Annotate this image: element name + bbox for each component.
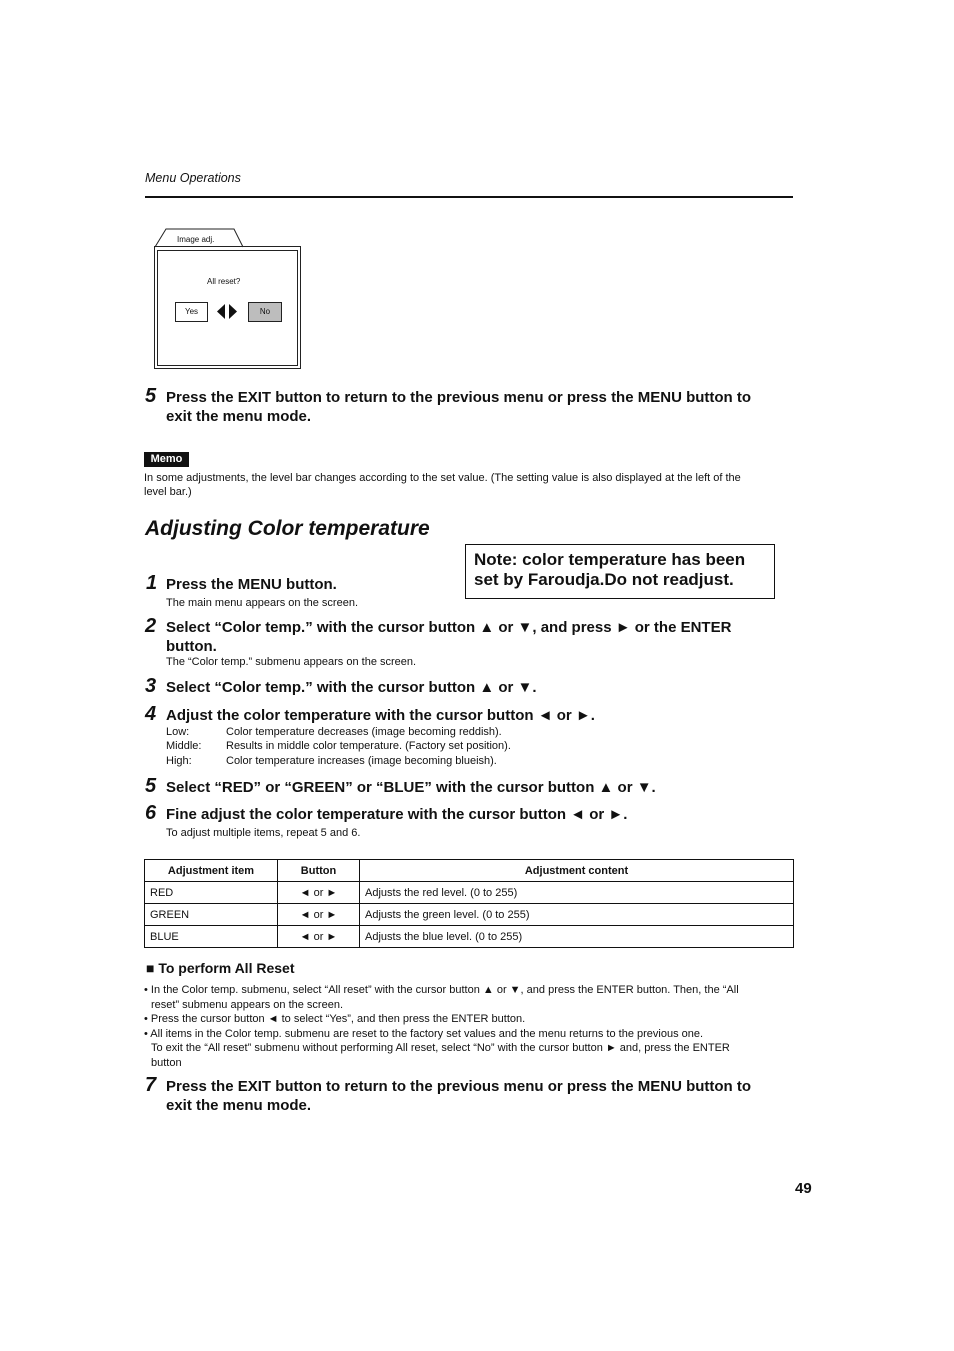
table-cell: Adjusts the red level. (0 to 255): [360, 882, 794, 904]
instruction-line: reset” submenu appears on the screen.: [151, 998, 344, 1011]
step-note: The “Color temp.” submenu appears on the screen.: [166, 656, 417, 668]
step-text: Select “Color temp.” with the cursor button ▲ or ▼.: [166, 679, 537, 696]
section-title: Adjusting Color temperature: [145, 517, 430, 540]
step-number: 6: [145, 802, 157, 824]
instruction-line: • Press the cursor button ◄ to select “Yes”, and then press the ENTER button.: [144, 1013, 526, 1025]
step-text: Press the MENU button.: [166, 576, 337, 593]
page-number: 49: [795, 1180, 812, 1197]
memo-line: level bar.): [144, 486, 192, 498]
table-cell: ◄ or ►: [278, 882, 360, 904]
table-header-row: [145, 860, 794, 882]
instruction-line: • In the Color temp. submenu, select “All reset” with the cursor button ▲ or ▼, and press the ENTER button. Then, the “All: [144, 984, 739, 996]
step-text: Fine adjust the color temperature with the cursor button ◄ or ►.: [166, 806, 628, 823]
yes-button[interactable]: Yes: [175, 302, 208, 322]
level-label: High:: [166, 755, 192, 767]
memo-badge: Memo: [144, 452, 189, 467]
note-line: Note: color temperature has been: [474, 550, 746, 569]
table-cell: RED: [145, 882, 278, 904]
table-cell: GREEN: [145, 904, 278, 926]
memo-line: In some adjustments, the level bar changes according to the set value. (The setting value is also displayed at the left of the: [144, 472, 741, 484]
table-row: [145, 904, 794, 926]
level-label: Low:: [166, 726, 190, 738]
instruction-line: • All items in the Color temp. submenu are reset to the factory set values and the menu returns to the previous one.: [144, 1027, 704, 1040]
instruction-line: To exit the “All reset” submenu without performing All reset, select “No” with the cursor button ► and, press the ENTER: [151, 1042, 730, 1054]
step-text: Press the EXIT button to return to the previous menu or press the MENU button to: [166, 1078, 752, 1095]
note-box: [465, 544, 775, 599]
step-text: exit the menu mode.: [166, 1097, 312, 1114]
all-reset-heading: ■ To perform All Reset: [146, 960, 295, 976]
no-button[interactable]: No: [248, 302, 282, 322]
instruction-line: button: [151, 1056, 182, 1069]
column-header: Adjustment content: [360, 860, 794, 882]
step-text: Select “Color temp.” with the cursor button ▲ or ▼, and press ► or the ENTER: [166, 619, 732, 636]
column-header: Adjustment item: [145, 860, 278, 882]
step-number: 7: [145, 1074, 157, 1096]
step-number: 5: [145, 385, 157, 407]
step-text: button.: [166, 638, 217, 655]
page-header: Menu Operations: [145, 171, 241, 185]
note-line: set by Faroudja.Do not readjust.: [474, 570, 734, 589]
step-number: 5: [145, 775, 157, 797]
level-description: Color temperature decreases (image becoming reddish).: [226, 726, 502, 738]
left-right-arrows-icon: [216, 303, 238, 320]
dialog-question: All reset?: [207, 277, 241, 286]
step-text: Select “RED” or “GREEN” or “BLUE” with the cursor button ▲ or ▼.: [166, 779, 656, 796]
step-text: exit the menu mode.: [166, 408, 312, 425]
dialog-tab-label: Image adj.: [177, 235, 215, 244]
step-number: 4: [145, 703, 157, 725]
step-note: To adjust multiple items, repeat 5 and 6.: [166, 827, 361, 839]
table-cell: BLUE: [145, 926, 278, 948]
table-row: [145, 926, 794, 948]
header-divider: [145, 196, 793, 198]
step-number: 1: [146, 572, 158, 594]
adjustment-table: [144, 859, 794, 948]
memo-text: [144, 471, 794, 499]
table-cell: Adjusts the blue level. (0 to 255): [360, 926, 794, 948]
table-cell: ◄ or ►: [278, 926, 360, 948]
table-row: [145, 882, 794, 904]
step-note: The main menu appears on the screen.: [166, 597, 359, 609]
step-number: 3: [145, 675, 157, 697]
step-text: Adjust the color temperature with the cursor button ◄ or ►.: [166, 707, 595, 724]
level-description: Results in middle color temperature. (Factory set position).: [226, 740, 511, 752]
level-label: Middle:: [166, 740, 202, 752]
step-number: 2: [145, 615, 157, 637]
table-cell: Adjusts the green level. (0 to 255): [360, 904, 794, 926]
all-reset-instructions: [144, 983, 794, 1070]
table-cell: ◄ or ►: [278, 904, 360, 926]
column-header: Button: [278, 860, 360, 882]
level-description: Color temperature increases (image becoming blueish).: [226, 755, 497, 767]
step-text: Press the EXIT button to return to the previous menu or press the MENU button to: [166, 389, 752, 406]
